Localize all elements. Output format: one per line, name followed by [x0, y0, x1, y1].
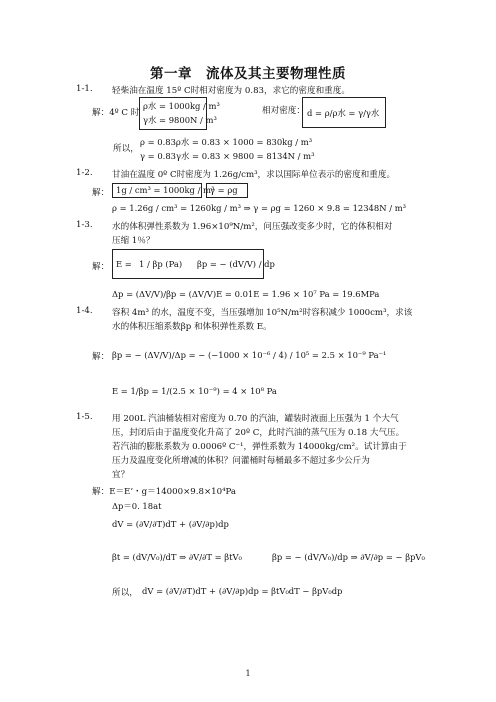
- formula-line: βp = − (dV/V) / dp: [197, 259, 275, 269]
- solution-label: 解：: [92, 188, 110, 198]
- formula-line: 1 / βp (Pa): [139, 259, 183, 269]
- formula-box: [302, 97, 386, 128]
- solution-label: 解：: [92, 352, 110, 362]
- problem-text: 压，封闭后由于温度变化升高了 20º C，此时汽油的蒸气压为 0.18 大气压。: [112, 428, 405, 438]
- problem-text: 若汽油的膨胀系数为 0.0006º C⁻¹，弹性系数为 14000kg/cm²。试计算由于: [112, 442, 407, 452]
- problem-text: 水的体积弹性系数为 1.96×10⁹N/m²，问压强改变多少时，它的体积相对: [112, 222, 393, 232]
- solution-label: 解：: [92, 262, 110, 272]
- formula-line: γ水 = 9800N / m³: [143, 115, 217, 125]
- equation: γ = 0.83γ水 = 0.83 × 9800 = 8134N / m³: [140, 151, 315, 161]
- formula-box: [206, 183, 248, 198]
- formula-line: γ = ρg: [210, 185, 238, 195]
- equation: ρ = 0.83ρ水 = 0.83 × 1000 = 830kg / m³: [140, 137, 313, 147]
- problem-text: 宜？: [112, 470, 130, 480]
- problem-number: 1-4.: [76, 306, 93, 316]
- equation: βp = − (dV/V₀)/dp ⇒ ∂V/∂p = − βpV₀: [272, 552, 425, 562]
- problem-text: 压力及温度变化所增减的体积？问灌桶时每桶最多不超过多少公斤为: [112, 456, 370, 466]
- label-text: 所以，: [113, 144, 139, 154]
- formula-line: 1g / cm³ = 1000kg / m³: [116, 185, 215, 195]
- formula-line: d = ρ/ρ水 = γ/γ水: [307, 108, 380, 118]
- problem-number: 1-5.: [76, 412, 93, 422]
- problem-text: 压缩 1％？: [112, 236, 155, 246]
- equation: ρ = 1.26g / cm³ = 1260kg / m³ ⇒ γ = ρg = 1260 × 9.8 = 12348N / m³: [112, 203, 406, 213]
- label-text: 相对密度：: [262, 106, 305, 116]
- chapter-title: 第一章 流体及其主要物理性质: [150, 66, 346, 82]
- problem-number: 1-1.: [76, 84, 93, 94]
- solution-label: 解：4º C 时: [92, 108, 140, 118]
- problem-text: 水的体积压缩系数βp 和体积弹性系数 E。: [112, 322, 272, 332]
- equation: βt = (dV/V₀)/dT ⇒ ∂V/∂T = βtV₀: [112, 552, 242, 562]
- solution-label: 解：E＝E’・g＝14000×9.8×10⁴Pa: [92, 487, 237, 497]
- problem-text: 容积 4m³ 的水，温度不变，当压强增加 10⁵N/m²时容积减少 1000cm³，求该: [112, 308, 413, 318]
- label-text: 所以，: [112, 588, 138, 598]
- formula-line: ρ水 = 1000kg / m³: [143, 101, 220, 111]
- page-number: 1: [245, 669, 251, 678]
- formula-box: [112, 249, 275, 279]
- problem-number: 1-3.: [76, 220, 93, 230]
- formula-box: [139, 97, 220, 130]
- equation: dV = (∂V/∂T)dT + (∂V/∂p)dp = βtV₀dT − βpV₀dp: [142, 586, 343, 596]
- equation: βp = − (ΔV/V)/Δp = − (−1000 × 10⁻⁶ / 4) / 10⁵ = 2.5 × 10⁻⁹ Pa⁻¹: [112, 350, 387, 360]
- problem-text: 甘油在温度 0º C时密度为 1.26g/cm³，求以国际单位表示的密度和重度。: [112, 170, 396, 180]
- problem-text: 用 200L 汽油桶装相对密度为 0.70 的汽油，罐装时液面上压强为 1 个大气: [112, 414, 399, 424]
- equation: E = 1/βp = 1/(2.5 × 10⁻⁹) = 4 × 10⁸ Pa: [112, 386, 277, 396]
- problem-number: 1-2.: [76, 168, 93, 178]
- equation: Δp＝0. 18at: [112, 501, 162, 511]
- equation: dV = (∂V/∂T)dT + (∂V/∂p)dp: [112, 519, 229, 529]
- equation: Δp = (ΔV/V)/βp = (ΔV/V)E = 0.01E = 1.96 × 10⁷ Pa = 19.6MPa: [112, 289, 380, 299]
- formula-box: [112, 183, 215, 198]
- problem-text: 轻柴油在温度 15º C时相对密度为 0.83，求它的密度和重度。: [112, 86, 350, 96]
- formula-line: E =: [116, 259, 132, 269]
